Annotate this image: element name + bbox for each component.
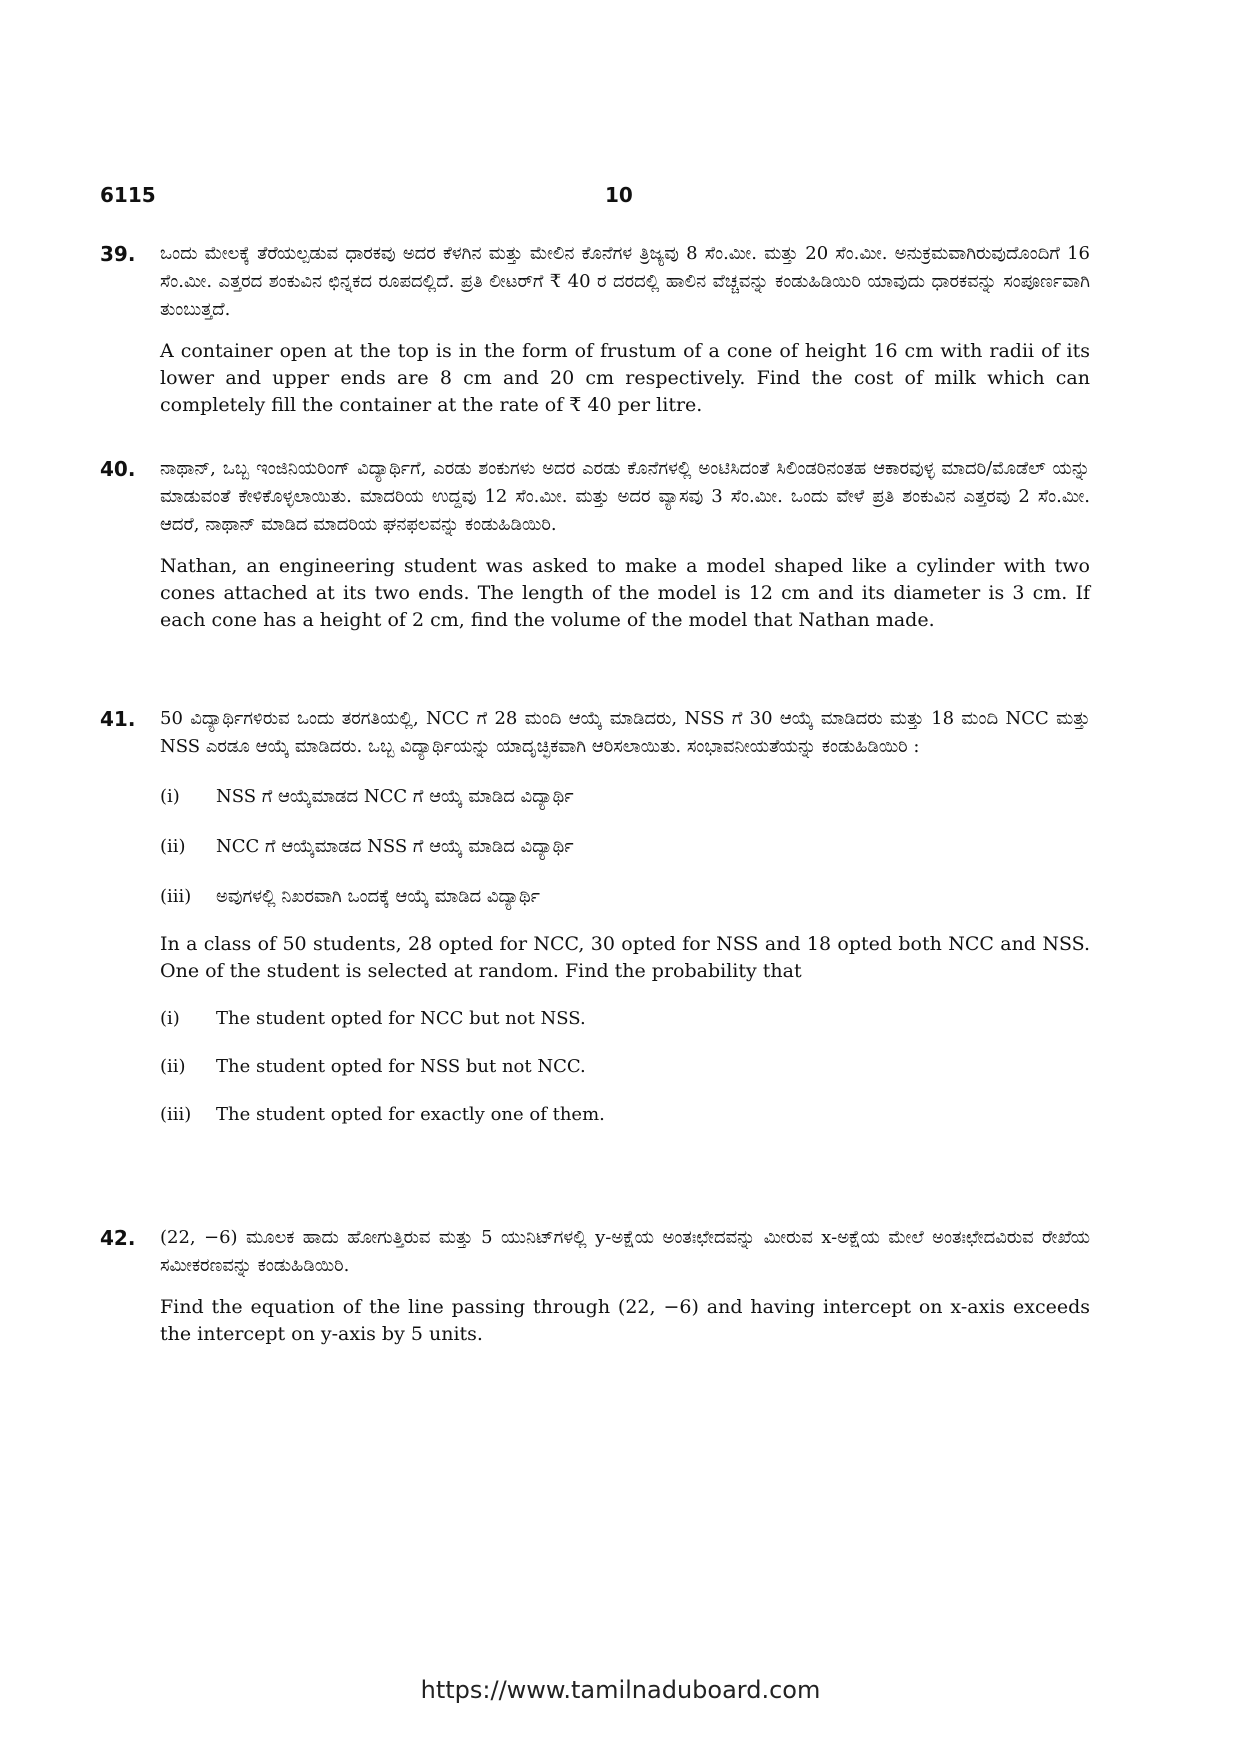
question-english-text: Find the equation of the line passing through (22, −6) and having intercept on x-axis exceeds the intercept on y-axis by 5 units. (160, 1296, 1090, 1345)
english-option-ii (160, 1053, 1090, 1081)
question-number: 39. (100, 242, 136, 266)
option-text: ಅವುಗಳಲ್ಲಿ ನಿಖರವಾಗಿ ಒಂದಕ್ಕೆ ಆಯ್ಕೆ ಮಾಡಿದ ವಿದ್ಯಾರ್ಥಿ (216, 886, 540, 907)
question-number: 41. (100, 707, 136, 731)
option-label: (ii) (160, 1056, 186, 1077)
option-text: The student opted for NCC but not NSS. (216, 1008, 586, 1029)
paper-code: 6115 (100, 183, 156, 207)
question-english-text: A container open at the top is in the form of frustum of a cone of height 16 cm with radii of its lower and upper ends are 8 cm and 20 cm respectively. Find the cost of milk which can completely fill the container at the rate of ₹ 40 per litre. (160, 340, 1090, 416)
option-text: NCC ಗೆ ಆಯ್ಕೆಮಾಡದ NSS ಗೆ ಆಯ್ಕೆ ಮಾಡಿದ ವಿದ್ಯಾರ್ಥಿ (216, 836, 574, 857)
question-kannada-text: ನಾಥಾನ್, ಒಬ್ಬ ಇಂಜಿನಿಯರಿಂಗ್ ವಿದ್ಯಾರ್ಥಿಗೆ, ಎರಡು ಶಂಕುಗಳು ಅದರ ಎರಡು ಕೊನೆಗಳಲ್ಲಿ ಅಂಟಿಸಿದಂತೆ ಸಿಲಿಂಡರಿನಂತಹ ಆಕಾರವುಳ್ಳ ಮಾದರಿ/ಮೊಡೆಲ್ ಯನ್ನು ಮಾಡುವಂತೆ ಕೇಳಿಕೊಳ್ಳಲಾಯಿತು. ಮಾದರಿಯ ಉದ್ದವು 12 ಸೆಂ.ಮೀ. ಮತ್ತು ಅದರ ವ್ಯಾಸವು 3 ಸೆಂ.ಮೀ. ಒಂದು ವೇಳೆ ಪ್ರತಿ ಶಂಕುವಿನ ಎತ್ತರವು 2 ಸೆಂ.ಮೀ. ಆದರೆ, ನಾಥಾನ್ ಮಾಡಿದ ಮಾದರಿಯ ಘನಫಲವನ್ನು ಕಂಡುಹಿಡಿಯಿರಿ. (160, 458, 1090, 535)
option-text: The student opted for exactly one of them. (216, 1104, 605, 1125)
question-40 (100, 455, 1090, 634)
option-label: (i) (160, 1008, 180, 1029)
question-number: 42. (100, 1226, 136, 1250)
question-kannada-text: ಒಂದು ಮೇಲಕ್ಕೆ ತೆರೆಯಲ್ಪಡುವ ಧಾರಕವು ಅದರ ಕೆಳಗಿನ ಮತ್ತು ಮೇಲಿನ ಕೊನೆಗಳ ತ್ರಿಜ್ಯವು 8 ಸೆಂ.ಮೀ. ಮತ್ತು 20 ಸೆಂ.ಮೀ. ಅನುಕ್ರಮವಾಗಿರುವುದೊಂದಿಗೆ 16 ಸೆಂ.ಮೀ. ಎತ್ತರದ ಶಂಕುವಿನ ಛಿನ್ನಕದ ರೂಪದಲ್ಲಿದೆ. ಪ್ರತಿ ಲೀಟರ್‌ಗೆ ₹ 40 ರ ದರದಲ್ಲಿ ಹಾಲಿನ ವೆಚ್ಚವನ್ನು ಕಂಡುಹಿಡಿಯಿರಿ ಯಾವುದು ಧಾರಕವನ್ನು ಸಂಪೂರ್ಣವಾಗಿ ತುಂಬುತ್ತದೆ. (160, 243, 1090, 320)
question-number: 40. (100, 457, 136, 481)
question-kannada-text: (22, −6) ಮೂಲಕ ಹಾದು ಹೋಗುತ್ತಿರುವ ಮತ್ತು 5 ಯುನಿಟ್‌ಗಳಲ್ಲಿ y-ಅಕ್ಷೆಯ ಅಂತಃಛೇದವನ್ನು ಮೀರುವ x-ಅಕ್ಷೆಯ ಮೇಲೆ ಅಂತಃಛೇದವಿರುವ ರೇಖೆಯ ಸಮೀಕರಣವನ್ನು ಕಂಡುಹಿಡಿಯಿರಿ. (160, 1227, 1090, 1276)
question-39 (100, 240, 1090, 419)
kannada-option-i (160, 783, 1090, 811)
question-41 (100, 705, 1090, 1129)
page-number: 10 (605, 183, 633, 207)
kannada-option-iii (160, 883, 1090, 911)
option-label: (i) (160, 786, 180, 807)
footer-url[interactable]: https://www.tamilnaduboard.com (420, 1676, 821, 1704)
question-english-text: In a class of 50 students, 28 opted for NCC, 30 opted for NSS and 18 opted both NCC and NSS. One of the student is selected at random. Find the probability that (160, 933, 1090, 982)
question-42 (100, 1224, 1090, 1348)
question-kannada-text: 50 ವಿದ್ಯಾರ್ಥಿಗಳಿರುವ ಒಂದು ತರಗತಿಯಲ್ಲಿ, NCC ಗೆ 28 ಮಂದಿ ಆಯ್ಕೆ ಮಾಡಿದರು, NSS ಗೆ 30 ಆಯ್ಕೆ ಮಾಡಿದರು ಮತ್ತು 18 ಮಂದಿ NCC ಮತ್ತು NSS ಎರಡೂ ಆಯ್ಕೆ ಮಾಡಿದರು. ಒಬ್ಬ ವಿದ್ಯಾರ್ಥಿಯನ್ನು ಯಾದೃಚ್ಛಿಕವಾಗಿ ಆರಿಸಲಾಯಿತು. ಸಂಭಾವನೀಯತೆಯನ್ನು ಕಂಡುಹಿಡಿಯಿರಿ : (160, 708, 1090, 757)
page-header (100, 183, 1080, 213)
option-text: NSS ಗೆ ಆಯ್ಕೆಮಾಡದ NCC ಗೆ ಆಯ್ಕೆ ಮಾಡಿದ ವಿದ್ಯಾರ್ಥಿ (216, 786, 574, 807)
option-label: (iii) (160, 886, 192, 907)
english-option-i (160, 1005, 1090, 1033)
option-label: (ii) (160, 836, 186, 857)
option-text: The student opted for NSS but not NCC. (216, 1056, 586, 1077)
option-label: (iii) (160, 1104, 192, 1125)
english-option-iii (160, 1101, 1090, 1129)
question-english-text: Nathan, an engineering student was asked to make a model shaped like a cylinder with two cones attached at its two ends. The length of the model is 12 cm and its diameter is 3 cm. If each cone has a height of 2 cm, find the volume of the model that Nathan made. (160, 555, 1090, 631)
kannada-option-ii (160, 833, 1090, 861)
